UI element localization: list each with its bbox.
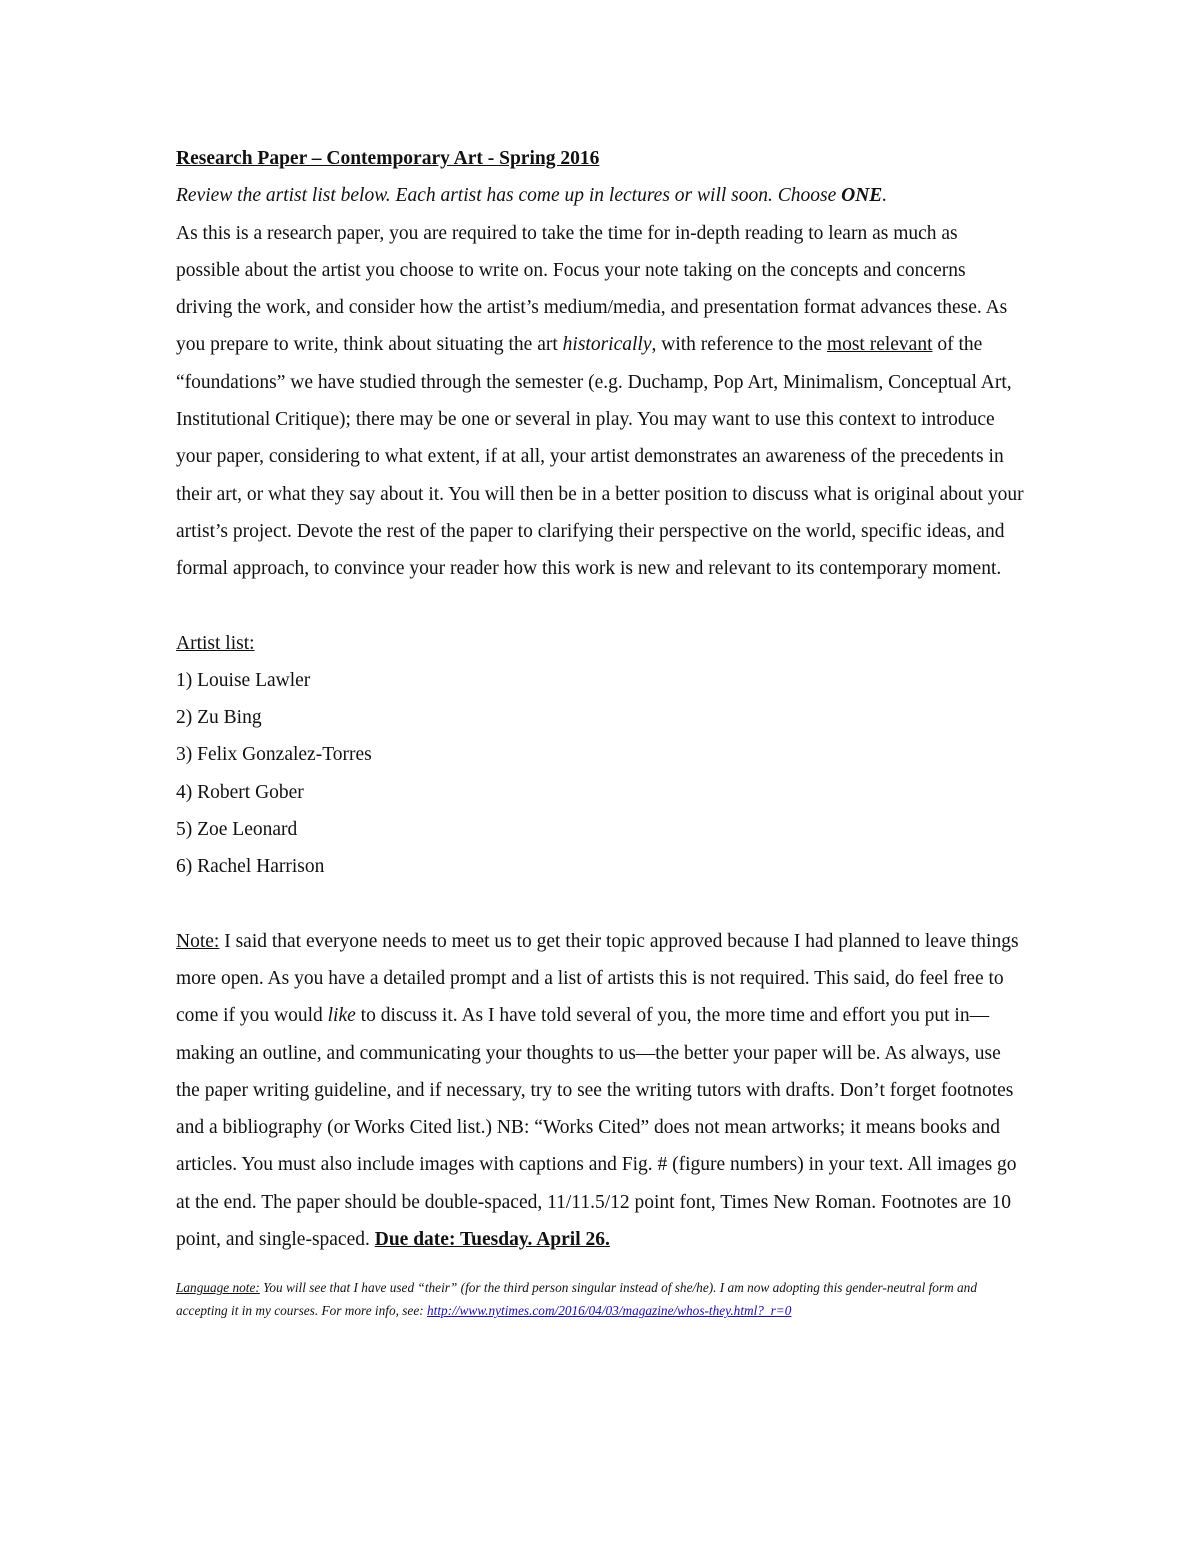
intro-instruction (176, 177, 1026, 214)
note-text-1: I said that everyone needs to meet us to get their topic approved because I had planned to leave things more open. As you have a detailed prompt and a list of artists this is not required. This said, do feel free to come if you would (176, 930, 1019, 1027)
intro-end: . (882, 185, 888, 207)
body-text-1: As this is a research paper, you are required to take the time for in-depth reading to learn as much as possible about the artist you choose to write on. Focus your note taking on the concepts and concerns driving the work, and consider how the artist’s medium/media, and presentation format advances these. As you prepare to write, think about situating the art (176, 222, 1008, 356)
language-note (176, 1276, 1026, 1322)
artist-list-item: 5) Zoe Leonard (176, 819, 298, 841)
note-label: Note: (176, 930, 220, 952)
body-text-2: , with reference to the (651, 334, 827, 356)
artist-list (176, 662, 1026, 886)
artist-list-item: 6) Rachel Harrison (176, 856, 325, 878)
artist-list-item: 3) Felix Gonzalez-Torres (176, 744, 372, 766)
artist-list-item: 1) Louise Lawler (176, 669, 311, 691)
body-text-3: of the “foundations” we have studied through the semester (e.g. Duchamp, Pop Art, Minimalism, Conceptual Art, Institutional Critique); there may be one or several in play. You may want to use this context to introduce your paper, considering to what extent, if at all, your artist demonstrates an awareness of the precedents in their art, or what they say about it. You will then be in a better position to discuss what is original about your artist’s project. Devote the rest of the paper to clarifying their perspective on the world, specific ideas, and formal approach, to convince your reader how this work is new and relevant to its contemporary moment. (176, 334, 1024, 580)
body-italic-word: historically (562, 334, 652, 356)
note-paragraph (176, 923, 1026, 1259)
nytimes-link[interactable]: http://www.nytimes.com/2016/04/03/magazine/whos-they.html?_r=0 (427, 1303, 792, 1319)
intro-emphasis: ONE (841, 185, 883, 207)
body-paragraph (176, 215, 1026, 588)
note-italic-word: like (327, 1005, 356, 1027)
language-note-label: Language note: (176, 1280, 260, 1296)
intro-text: Review the artist list below. Each artist has come up in lectures or will soon. Choose (176, 185, 842, 207)
due-date: Due date: Tuesday. April 26. (374, 1229, 610, 1251)
artist-list-heading: Artist list: (176, 632, 255, 654)
artist-list-item: 2) Zu Bing (176, 707, 262, 729)
body-underlined-phrase: most relevant (826, 334, 933, 356)
document-title: Research Paper – Contemporary Art - Spring 2016 (176, 148, 600, 169)
artist-list-item: 4) Robert Gober (176, 781, 304, 803)
document-page (176, 140, 1026, 1322)
language-note-text: You will see that I have used “their” (for the third person singular instead of she/he). I am now adopting this gender-neutral form and accepting it in my courses. For more info, see: (176, 1280, 977, 1319)
note-text-2: to discuss it. As I have told several of you, the more time and effort you put in—making an outline, and communicating your thoughts to us—the better your paper will be. As always, use the paper writing guideline, and if necessary, try to see the writing tutors with drafts. Don’t forget footnotes and a bibliography (or Works Cited list.) NB: “Works Cited” does not mean artworks; it means books and articles. You must also include images with captions and Fig. # (figure numbers) in your text. All images go at the end. The paper should be double-spaced, 11/11.5/12 point font, Times New Roman. Footnotes are 10 point, and single-spaced. (176, 1005, 1017, 1251)
